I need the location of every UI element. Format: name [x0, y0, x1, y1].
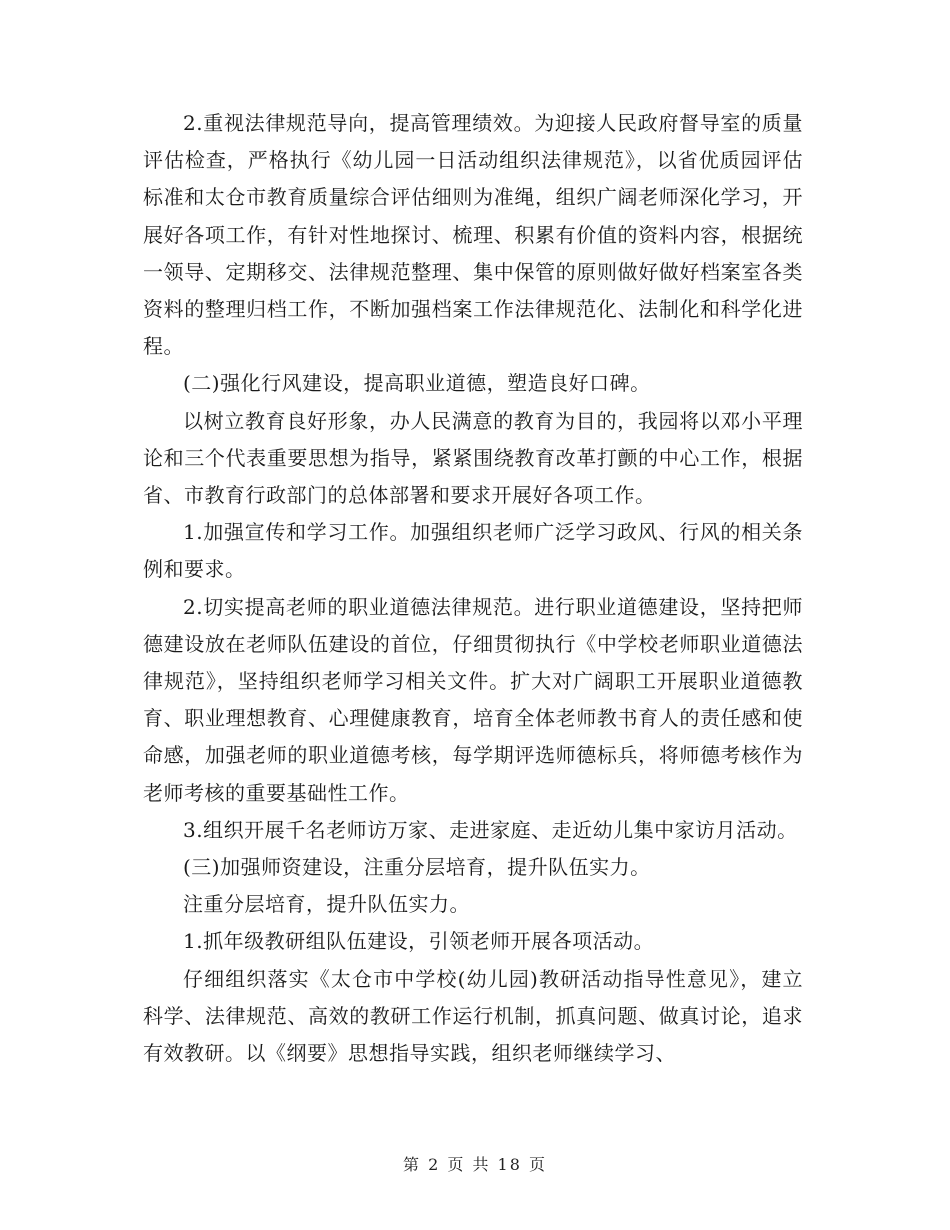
paragraph-layered-training: 注重分层培育，提升队伍实力。	[183, 892, 470, 917]
page-number-footer: 第 2 页 共 18 页	[403, 1155, 547, 1174]
paragraph-research-group: 1.抓年级教研组队伍建设，引领老师开展各项活动。	[183, 929, 655, 954]
paragraph-research-guidance: 仔细组织落实《太仓市中学校(幼儿园)教研活动指导性意见》，建立科学、法律规范、高效的教研工作运行机制，抓真问题、做真讨论，追求有效教研。以《纲要》思想指导实践，组织老师继续学习、	[143, 966, 803, 1066]
paragraph-home-visits: 3.组织开展千名老师访万家、走进家庭、走近幼儿集中家访月活动。	[183, 817, 798, 842]
paragraph-ethics-intro: 以树立教育良好形象，办人民满意的教育为目的，我园将以邓小平理论和三个代表重要思想为指导，紧紧围绕教育改革打颤的中心工作，根据省、市教育行政部门的总体部署和要求开展好各项工作。	[143, 408, 803, 508]
paragraph-regulation: 2.重视法律规范导向，提高管理绩效。为迎接人民政府督导室的质量评估检查，严格执行《幼儿园一日活动组织法律规范》，以省优质园评估标准和太仓市教育质量综合评估细则为准绳，组织广阔老师深化学习，开展好各项工作，有针对性地探讨、梳理、积累有价值的资料内容，根据统一领导、定期移交、法律规范整理、集中保管的原则做好做好档案室各类资料的整理归档工作，不断加强档案工作法律规范化、法制化和科学化进程。	[143, 111, 803, 359]
section-heading-three: (三)加强师资建设，注重分层培育，提升队伍实力。	[183, 855, 651, 880]
paragraph-publicity: 1.加强宣传和学习工作。加强组织老师广泛学习政风、行风的相关条例和要求。	[143, 520, 803, 582]
section-heading-two: (二)强化行风建设，提高职业道德，塑造良好口碑。	[183, 371, 651, 396]
paragraph-professional-ethics: 2.切实提高老师的职业道德法律规范。进行职业道德建设，坚持把师德建设放在老师队伍建设的首位，仔细贯彻执行《中学校老师职业道德法律规范》，坚持组织老师学习相关文件。扩大对广阔职工开展职业道德教育、职业理想教育、心理健康教育，培育全体老师教书育人的责任感和使命感，加强老师的职业道德考核，每学期评选师德标兵，将师德考核作为老师考核的重要基础性工作。	[143, 594, 803, 805]
document-body	[143, 105, 803, 1072]
